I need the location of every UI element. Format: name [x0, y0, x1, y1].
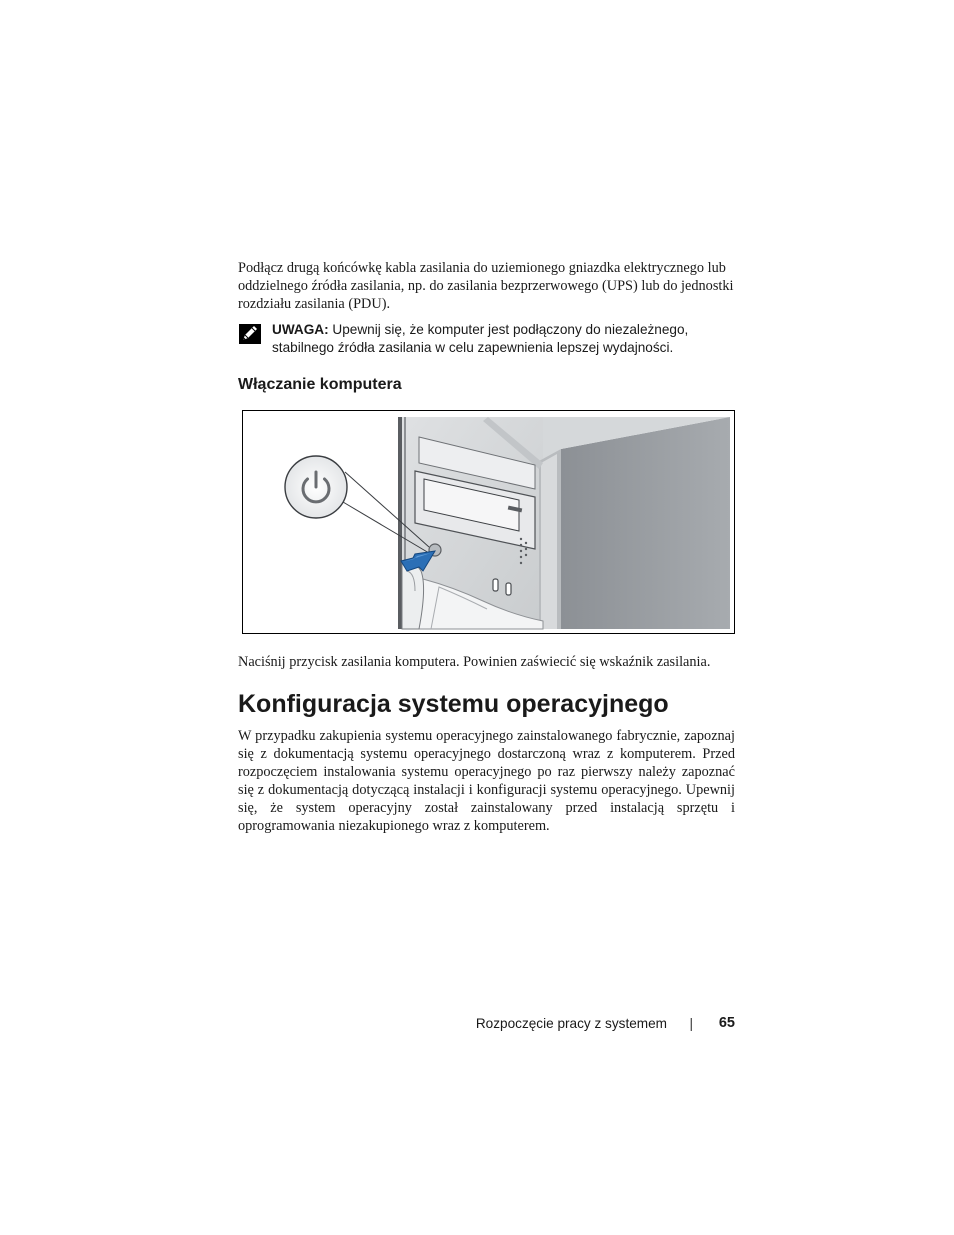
- section-heading: Włączanie komputera: [238, 376, 402, 393]
- page-footer: [238, 1014, 735, 1034]
- note-pencil-icon: [238, 323, 262, 345]
- intro-paragraph: Podłącz drugą końcówkę kabla zasilania do uziemionego gniazdka elektrycznego lub oddzielnego źródła zasilania, np. do zasilania bezprzerwowego (UPS) lub do jednostki rozdziału zasilania (PDU).: [238, 260, 734, 312]
- note-label: UWAGA:: [272, 322, 329, 337]
- footer-title: Rozpoczęcie pracy z systemem: [475, 1016, 667, 1031]
- chapter-heading: Konfiguracja systemu operacyjnego: [238, 690, 669, 718]
- chapter-paragraph: W przypadku zakupienia systemu operacyjnego zainstalowanego fabrycznie, zapoznaj się z dokumentacją systemu operacyjnego dostarczoną wraz z komputerem. Przed rozpoczęciem instalowania systemu operacyjnego po raz pierwszy należy zapoznać się z dokumentacją dotyczącą instalacji i konfiguracji systemu operacyjnego. Upewnij się, że system operacyjny został zainstalowany przed instalacją sprzętu i oprogramowania niezakupionego wraz z komputerem.: [238, 728, 735, 834]
- figure-power-button: [242, 410, 735, 634]
- page-number: 65: [718, 1015, 735, 1031]
- note-text: Upewnij się, że komputer jest podłączony do niezależnego, stabilnego źródła zasilania w celu zapewnienia lepszej wydajności.: [272, 322, 689, 355]
- figure-caption: Naciśnij przycisk zasilania komputera. Powinien zaświecić się wskaźnik zasilania.: [238, 654, 711, 670]
- computer-tower-illustration: [243, 411, 734, 633]
- footer-separator: |: [689, 1016, 693, 1031]
